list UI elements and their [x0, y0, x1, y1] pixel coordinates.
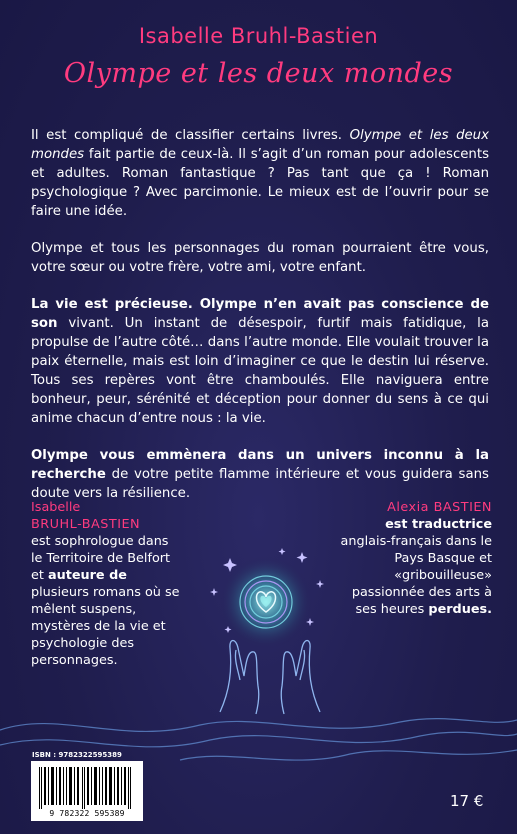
barcode-digits: 9 782322 595389 — [49, 809, 125, 818]
blurb-paragraph-1: Il est compliqué de classifier certains livres. Olympe et les deux mondes fait partie de ceux-là. Il s’agit d’un roman pour adolescents et adultes. Roman fantastique ? Pas tant que ça ! Roman psychologique ? Avec parcimonie. Le mieux est de l’ouvrir pour se faire une idée. — [31, 128, 489, 219]
illustrator-bio-text: est traductrice anglais-français dans le Pays Basque et «gribouilleuse» passionnée des arts à ses heures perdues. — [340, 517, 492, 617]
author-name-header: Isabelle Bruhl-Bastien — [138, 24, 379, 48]
illustrator-name: Alexia BASTIEN — [387, 500, 492, 515]
author-last-name: BRUHL-BASTIEN — [31, 517, 141, 532]
blurb-paragraph-3: La vie est précieuse. Olympe n’en avait pas conscience de son vivant. Un instant de désespoir, furtif mais fatidique, la propulse de l’autre côté… dans l’autre monde. Elle voulait trouver la paix éternelle, mais est loin d’imaginer ce que le destin lui réserve. Tous ses repères vont être chamboulés. Elle naviguera entre bonheur, peur, sérénité et déception pour donner du sens à ce qui anime chacun d’entre nous : la vie. — [31, 297, 489, 426]
back-cover-blurb — [31, 126, 489, 521]
book-title: Olympe et les deux mondes — [63, 58, 454, 89]
author-first-name: Isabelle — [31, 500, 81, 515]
blurb-paragraph-2: Olympe et tous les personnages du roman pourraient être vous, votre sœur ou votre frère, votre ami, votre enfant. — [31, 241, 489, 275]
barcode-bars — [37, 767, 137, 809]
author-bio-text: est sophrologue dans le Territoire de Belfort et auteure de plusieurs romans où se mêlent suspens, mystères de la vie et psychologie des personnages. — [31, 534, 180, 668]
isbn-label: ISBN : 9782322595389 — [32, 751, 122, 759]
barcode — [31, 761, 143, 821]
blurb-paragraph-4: Olympe vous emmènera dans un univers inconnu à la recherche de votre petite flamme intérieure et vous guidera sans doute vers la résilience. — [31, 448, 489, 501]
price: 17 € — [450, 792, 484, 810]
blurb-title-italic: Olympe et les deux mondes — [31, 128, 489, 162]
author-bio — [31, 499, 181, 669]
